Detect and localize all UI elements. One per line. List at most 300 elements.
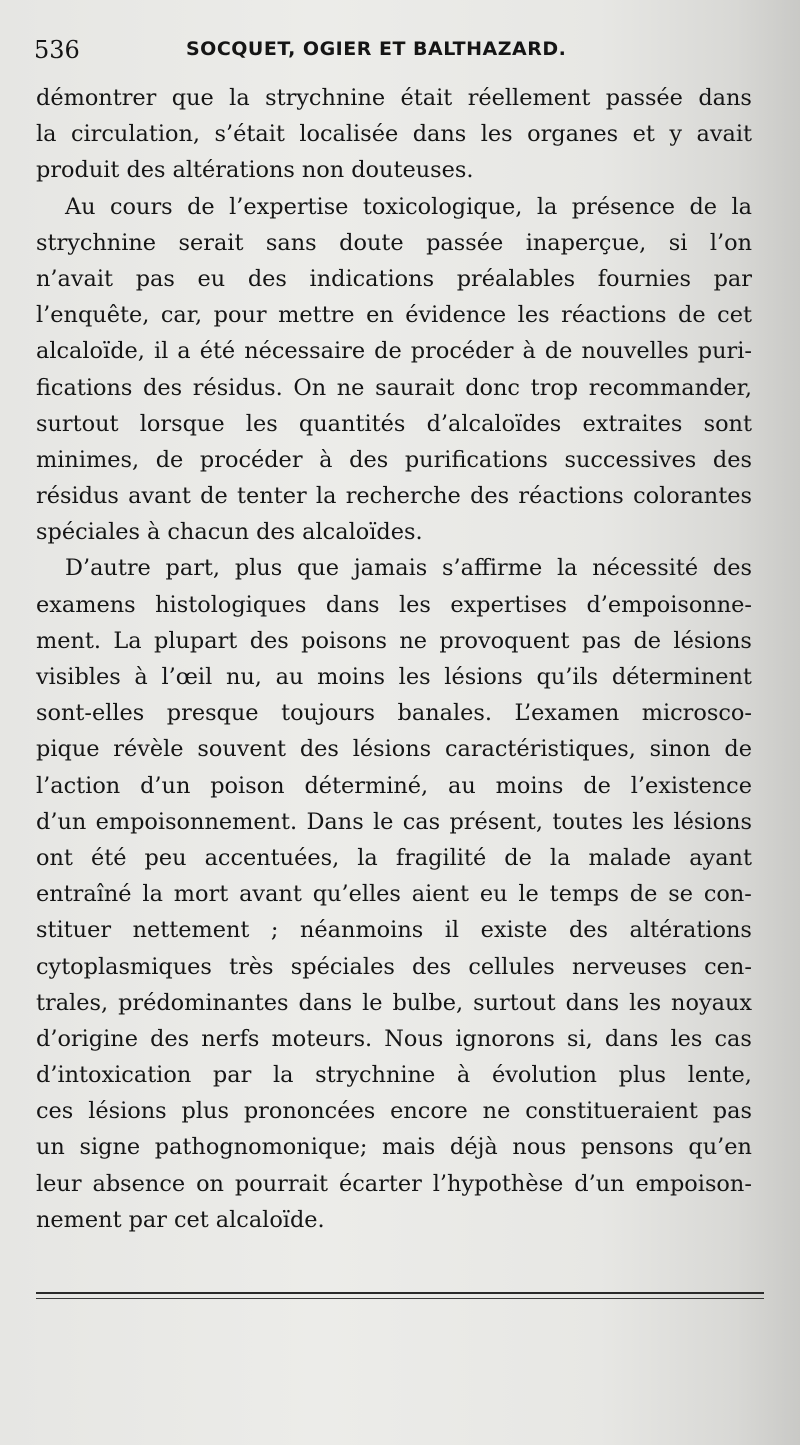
word: lente,: [687, 1062, 752, 1089]
text-line: [36, 985, 752, 1021]
word: entraîné: [36, 881, 132, 908]
word: les: [398, 664, 431, 690]
word: réactions: [518, 483, 624, 510]
word: car,: [160, 302, 203, 329]
word: toujours: [281, 700, 376, 727]
word: recommander,: [588, 374, 752, 401]
text-line: [36, 731, 752, 767]
word: néanmoins: [300, 917, 424, 944]
word: plupart: [154, 627, 238, 654]
word: que: [171, 85, 214, 111]
word: très: [229, 953, 274, 980]
word: de: [374, 338, 402, 365]
word: lésions: [444, 664, 523, 690]
word: nécessité: [592, 555, 699, 582]
word: plus: [181, 1098, 229, 1125]
word: La: [113, 627, 142, 654]
word: provoquent: [439, 627, 570, 654]
text-line: [36, 623, 752, 659]
word: accentuées,: [204, 844, 340, 871]
word: pour: [213, 302, 267, 329]
word: était: [400, 85, 453, 111]
word: fragilité: [395, 844, 487, 871]
word: déjà: [449, 1134, 498, 1161]
word: été: [90, 844, 127, 871]
word: par: [128, 1206, 167, 1233]
word: dans: [325, 591, 380, 618]
word: le: [518, 881, 539, 908]
word: souvent: [197, 736, 287, 763]
word: qu’ils: [536, 664, 599, 690]
word: toxicologique,: [362, 193, 523, 220]
word: D’autre: [65, 555, 151, 582]
word: déterminent: [611, 664, 752, 690]
word: plus: [618, 1062, 667, 1089]
text-line: [36, 514, 752, 550]
word: d’un: [36, 808, 87, 835]
text-line: [36, 442, 752, 478]
word: d’origine: [36, 1025, 138, 1052]
word: été: [199, 338, 236, 365]
word: serait: [178, 229, 244, 256]
word: des: [412, 953, 452, 980]
word: eu: [479, 881, 508, 908]
word: de: [155, 446, 184, 473]
word: dans: [298, 989, 353, 1016]
word: surtout: [36, 410, 119, 437]
word: lésions: [673, 627, 752, 654]
word: des: [126, 157, 166, 184]
text-line: [36, 152, 752, 188]
word: quantités: [298, 410, 406, 437]
word: presque: [166, 700, 259, 727]
word: que: [296, 555, 339, 582]
word: et: [632, 121, 655, 148]
word: avant: [239, 881, 302, 908]
word: recherche: [345, 483, 461, 510]
word: On: [293, 374, 327, 401]
text-line: [36, 695, 752, 731]
word: peu: [144, 844, 187, 871]
word: inaperçue,: [525, 229, 647, 256]
word: alcaloïde,: [36, 338, 145, 365]
word: d’alcaloïdes: [426, 410, 562, 437]
word: par: [713, 265, 752, 292]
word: absence: [92, 1170, 186, 1197]
word: le: [362, 989, 383, 1016]
word: dans: [604, 1025, 659, 1052]
text-line: [36, 804, 752, 840]
word: il: [153, 338, 169, 365]
word: les: [245, 410, 278, 437]
word: s’affirme: [442, 555, 543, 582]
word: il: [444, 917, 460, 944]
word: préalables: [456, 265, 576, 292]
word: lésions: [673, 808, 752, 835]
word: la: [272, 1062, 294, 1089]
word: procéder: [410, 338, 514, 365]
text-line: [36, 1093, 752, 1129]
word: fournies: [597, 265, 691, 292]
word: moins: [495, 772, 564, 799]
word: cet: [173, 1206, 209, 1233]
word: les: [480, 121, 513, 148]
word: colorantes: [633, 483, 752, 510]
word: la: [229, 85, 250, 111]
text-line: [36, 840, 752, 876]
word: évidence: [405, 302, 507, 329]
word: dans: [412, 121, 467, 148]
text-line: [36, 912, 752, 948]
text-line: [36, 1021, 752, 1057]
word: de: [187, 193, 215, 220]
word: aient: [411, 881, 469, 908]
word: avant: [128, 483, 191, 510]
word: les: [670, 1025, 703, 1052]
word: des: [256, 519, 296, 546]
word: non: [301, 157, 345, 184]
separator-rule-thin: [36, 1298, 764, 1299]
word: qu’elles: [312, 881, 401, 908]
word: d’intoxication: [36, 1062, 192, 1089]
word: de: [583, 772, 611, 799]
word: altérations: [172, 157, 295, 184]
word: on: [196, 1170, 224, 1197]
word: puri-: [697, 338, 752, 365]
word: produit: [36, 157, 120, 184]
text-line: [36, 659, 752, 695]
word: avait: [696, 121, 752, 148]
word: trales,: [36, 989, 109, 1016]
word: nement: [36, 1206, 122, 1233]
text-line: [36, 225, 752, 261]
word: purifications: [404, 446, 548, 473]
word: de: [200, 483, 228, 510]
word: sinon: [649, 736, 711, 763]
word: jamais: [353, 555, 428, 582]
word: circulation,: [70, 121, 201, 148]
word: expertises: [450, 591, 567, 618]
word: saurait: [375, 374, 455, 401]
word: mort: [173, 881, 229, 908]
word: visibles: [36, 664, 121, 690]
text-line: [36, 116, 752, 152]
word: indications: [309, 265, 435, 292]
word: l’action: [36, 772, 121, 799]
word: la: [142, 881, 163, 908]
word: d’empoisonne-: [586, 591, 752, 618]
word: de: [629, 881, 658, 908]
text-line: [36, 189, 752, 225]
word: des: [150, 1025, 190, 1052]
word: de: [504, 844, 532, 871]
word: nerveuses: [571, 953, 687, 980]
word: tenter: [237, 483, 307, 510]
word: organes: [527, 121, 619, 148]
text-line: [36, 333, 752, 369]
word: nettement: [132, 917, 250, 944]
word: alcaloïde.: [215, 1206, 325, 1233]
word: moins: [317, 664, 385, 690]
text-line: [36, 1202, 752, 1238]
word: Au: [65, 193, 96, 220]
word: s’était: [214, 121, 285, 148]
word: révèle: [113, 736, 184, 763]
word: sont-elles: [36, 700, 145, 727]
word: ne: [336, 374, 365, 401]
text-line: [36, 1129, 752, 1165]
word: surtout: [473, 989, 556, 1016]
word: la: [731, 193, 752, 220]
word: de: [544, 338, 573, 365]
word: cytoplasmiques: [36, 953, 212, 980]
word: des: [712, 446, 752, 473]
word: douteuses.: [351, 157, 474, 184]
word: stituer: [36, 917, 112, 944]
word: ne: [399, 627, 428, 654]
word: signe: [79, 1134, 141, 1161]
text-line: [36, 478, 752, 514]
word: Nous: [384, 1025, 444, 1052]
word: minimes,: [36, 446, 140, 473]
word: en: [366, 302, 394, 329]
word: spéciales: [290, 953, 395, 980]
text-line: [36, 80, 752, 116]
word: de: [678, 302, 706, 329]
page-number: 536: [34, 36, 80, 64]
word: mais: [382, 1134, 436, 1161]
text-line: [36, 406, 752, 442]
word: la: [357, 844, 378, 871]
word: qu’en: [688, 1134, 752, 1161]
word: à: [147, 519, 161, 546]
word: à: [456, 1062, 471, 1089]
text-line: [36, 587, 752, 623]
word: les: [398, 591, 431, 618]
word: nous: [512, 1134, 567, 1161]
word: malade: [588, 844, 672, 871]
word: l’existence: [630, 772, 752, 799]
text-line: [36, 261, 752, 297]
word: donc: [465, 374, 520, 401]
word: déterminé,: [304, 772, 429, 799]
word: se: [668, 881, 693, 908]
word: des: [712, 555, 752, 582]
word: nécessaire: [244, 338, 366, 365]
word: poisons: [301, 627, 387, 654]
word: encore: [390, 1098, 468, 1125]
running-head: SOCQUET, OGIER ET BALTHAZARD.: [186, 38, 567, 60]
text-line: [36, 550, 752, 586]
word: banales.: [397, 700, 492, 727]
word: dans: [698, 85, 752, 111]
word: chacun: [167, 519, 250, 546]
word: noyaux: [671, 989, 752, 1016]
word: cellules: [468, 953, 555, 980]
word: l’hypothèse: [432, 1170, 564, 1197]
word: des: [470, 483, 510, 510]
word: de: [724, 736, 752, 763]
word: au: [448, 772, 476, 799]
word: les: [629, 989, 662, 1016]
word: trop: [530, 374, 579, 401]
word: y: [669, 121, 682, 148]
word: L’examen: [514, 700, 620, 727]
text-line: [36, 768, 752, 804]
word: lorsque: [139, 410, 225, 437]
word: cas: [402, 808, 441, 835]
word: lésions: [352, 736, 432, 763]
word: temps: [549, 881, 619, 908]
word: pas: [581, 627, 622, 654]
word: à: [134, 664, 148, 690]
word: d’un: [574, 1170, 625, 1197]
word: l’enquête,: [36, 302, 150, 329]
text-line: [36, 1166, 752, 1202]
word: résidus: [36, 483, 119, 510]
text-line: [36, 297, 752, 333]
word: ne: [482, 1098, 511, 1125]
word: des: [247, 265, 287, 292]
word: écarter: [339, 1170, 422, 1197]
word: prononcées: [243, 1098, 376, 1125]
word: la: [536, 193, 558, 220]
word: caractéristiques,: [444, 736, 636, 763]
body-text: [36, 80, 752, 1238]
word: spéciales: [36, 519, 141, 546]
word: des: [143, 374, 183, 401]
footnote-separator: [36, 1292, 764, 1303]
text-line: [36, 876, 752, 912]
word: présent,: [449, 808, 544, 835]
word: pourrait: [234, 1170, 329, 1197]
word: con-: [703, 881, 752, 908]
word: si: [668, 229, 688, 256]
word: les: [517, 302, 550, 329]
word: existe: [480, 917, 548, 944]
word: bulbe,: [392, 989, 464, 1016]
word: pas: [712, 1098, 752, 1125]
word: successives: [564, 446, 697, 473]
word: part,: [165, 555, 221, 582]
word: ont: [36, 844, 73, 871]
word: altérations: [629, 917, 752, 944]
word: prédominantes: [118, 989, 289, 1016]
word: alcaloïdes.: [302, 519, 423, 546]
word: les: [632, 808, 665, 835]
word: histologiques: [155, 591, 307, 618]
word: le: [373, 808, 394, 835]
word: des: [349, 446, 389, 473]
word: extraites: [582, 410, 683, 437]
word: passée: [426, 229, 504, 256]
word: résidus.: [192, 374, 283, 401]
separator-rule-thick: [36, 1292, 764, 1294]
word: ignorons: [455, 1025, 555, 1052]
word: dans: [565, 989, 620, 1016]
word: ces: [36, 1098, 74, 1125]
word: constitueraient: [525, 1098, 698, 1125]
word: nu,: [225, 664, 262, 690]
word: d’un: [140, 772, 191, 799]
word: réellement: [467, 85, 591, 111]
word: la: [549, 844, 571, 871]
word: des: [249, 627, 289, 654]
word: démontrer: [36, 85, 157, 111]
word: sont: [703, 410, 752, 437]
word: empoisonnement.: [95, 808, 298, 835]
word: de: [689, 193, 718, 220]
word: examens: [36, 591, 136, 618]
word: cen-: [704, 953, 752, 980]
word: pathognomonique;: [154, 1134, 368, 1161]
word: plus: [234, 555, 283, 582]
word: ment.: [36, 627, 102, 654]
word: cours: [110, 193, 173, 220]
word: strychnine: [315, 1062, 436, 1089]
word: des: [568, 917, 609, 944]
word: a: [177, 338, 191, 365]
word: ;: [270, 917, 279, 944]
word: Dans: [306, 808, 364, 835]
page-header: [0, 30, 800, 70]
text-line: [36, 370, 752, 406]
word: ayant: [689, 844, 752, 871]
word: localisée: [299, 121, 399, 148]
word: nouvelles: [581, 338, 689, 365]
word: à: [522, 338, 536, 365]
word: la: [556, 555, 578, 582]
word: passée: [605, 85, 683, 111]
word: au: [275, 664, 304, 690]
word: la: [36, 121, 57, 148]
word: nerfs: [201, 1025, 260, 1052]
word: par: [212, 1062, 252, 1089]
word: strychnine: [265, 85, 386, 111]
text-line: [36, 1057, 752, 1093]
word: réactions: [561, 302, 667, 329]
word: toutes: [552, 808, 623, 835]
word: cet: [717, 302, 752, 329]
word: l’on: [709, 229, 752, 256]
word: eu: [197, 265, 226, 292]
word: des: [299, 736, 339, 763]
word: la: [315, 483, 337, 510]
word: n’avait: [36, 265, 114, 292]
word: mettre: [278, 302, 355, 329]
word: pensons: [580, 1134, 674, 1161]
word: procéder: [199, 446, 303, 473]
word: à: [319, 446, 333, 473]
word: de: [633, 627, 662, 654]
text-line: [36, 949, 752, 985]
word: fications: [36, 374, 133, 401]
word: l’œil: [161, 664, 213, 690]
word: pique: [36, 736, 100, 763]
word: l’expertise: [229, 193, 349, 220]
word: si,: [566, 1025, 593, 1052]
word: lésions: [88, 1098, 167, 1125]
word: poison: [210, 772, 285, 799]
word: doute: [339, 229, 404, 256]
word: strychnine: [36, 229, 157, 256]
word: pas: [135, 265, 175, 292]
word: sans: [265, 229, 317, 256]
word: présence: [571, 193, 676, 220]
word: microsco-: [641, 700, 752, 727]
word: évolution: [491, 1062, 597, 1089]
word: moteurs.: [271, 1025, 373, 1052]
